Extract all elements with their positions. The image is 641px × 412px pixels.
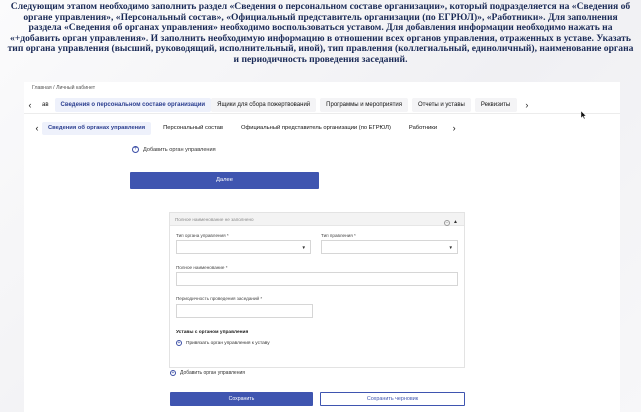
app-screen xyxy=(24,82,620,412)
subtab-governing-bodies[interactable]: Сведения об органах управления xyxy=(42,122,151,135)
link-charter-label: Привязать орган управления к уставу xyxy=(186,340,270,346)
tab-personnel[interactable]: Сведения о персональном составе организации xyxy=(55,98,212,112)
add-governing-body-label: Добавить орган управления xyxy=(143,146,216,153)
charters-section-title: Уставы с органом управления xyxy=(176,330,249,335)
instruction-text: Следующим этапом необходимо заполнить раздел «Сведения о персональном составе организации», который подразделяется на «Сведения об органе управления», «Персональный состав», «Официальный представитель организации (по ЕГРЮЛ)», «Работники». Для заполнения раздела «Сведения об органах управления» необходимо воспользоваться уставом. Для добавления информации необходимо нажать на «+добавить орган управления». И заполнить необходимую информацию в отношении всех органов управления, отраженных в уставе. Указать тип органа управления (высший, руководящий, исполнительный, иной), тип правления (коллегиальный, единоличный), наименование органа и периодичность проведения заседаний. xyxy=(7,1,634,65)
save-button[interactable]: Сохранить xyxy=(170,392,313,406)
link-charter-link[interactable] xyxy=(176,340,270,346)
caret-down-icon: ▼ xyxy=(448,245,453,250)
card-header[interactable] xyxy=(170,213,464,226)
caret-up-icon[interactable]: ▲ xyxy=(453,219,458,225)
meeting-frequency-input[interactable] xyxy=(176,304,313,318)
governing-body-card xyxy=(169,212,465,368)
subsection-tabs xyxy=(32,121,459,135)
plus-circle-icon: + xyxy=(133,146,138,152)
remove-icon[interactable]: − xyxy=(445,219,449,226)
tab-prev-partial[interactable]: ав xyxy=(42,101,49,108)
plus-circle-icon: + xyxy=(171,370,175,376)
add-governing-body-label-2: Добавить орган управления xyxy=(180,370,245,376)
caret-down-icon: ▼ xyxy=(301,245,306,250)
full-name-input[interactable] xyxy=(176,272,458,286)
add-governing-body-link-2[interactable] xyxy=(170,370,245,376)
mouse-cursor-icon xyxy=(581,111,587,120)
add-governing-body-link[interactable] xyxy=(132,146,216,153)
chevron-left-icon[interactable]: ‹ xyxy=(35,123,39,133)
subtab-official-rep[interactable]: Официальный представитель организации (по ЕГРЮЛ) xyxy=(240,124,391,131)
chevron-left-icon[interactable]: ‹ xyxy=(28,99,32,110)
chevron-right-icon[interactable]: › xyxy=(525,99,529,110)
plus-circle-icon: + xyxy=(177,340,181,346)
meeting-frequency-label: Периодичность проведения заседаний * xyxy=(176,296,263,301)
tab-programs[interactable]: Программы и мероприятия xyxy=(320,98,408,112)
tab-requisites[interactable]: Реквизиты xyxy=(475,98,517,112)
next-button[interactable]: Далее xyxy=(130,172,319,189)
subtab-employees[interactable]: Работники xyxy=(408,124,438,131)
governance-type-label: Тип правления * xyxy=(321,233,356,238)
section-tabs xyxy=(24,96,620,114)
save-draft-button[interactable]: Сохранить черновик xyxy=(320,392,465,406)
tab-donation-boxes[interactable]: Ящики для сбора пожертвований xyxy=(211,98,316,112)
breadcrumb[interactable]: Главная / Личный кабинет xyxy=(32,85,96,91)
chevron-right-icon[interactable]: › xyxy=(452,123,456,133)
tab-reports[interactable]: Отчеты и уставы xyxy=(412,98,471,112)
subtab-personnel[interactable]: Персональный состав xyxy=(163,124,223,131)
governance-type-select[interactable] xyxy=(321,240,458,254)
body-type-select[interactable] xyxy=(176,240,311,254)
card-header-title: Полное наименование не заполнено xyxy=(175,217,254,222)
full-name-label: Полное наименование * xyxy=(176,265,228,270)
body-type-label: Тип органа управления * xyxy=(176,233,229,238)
